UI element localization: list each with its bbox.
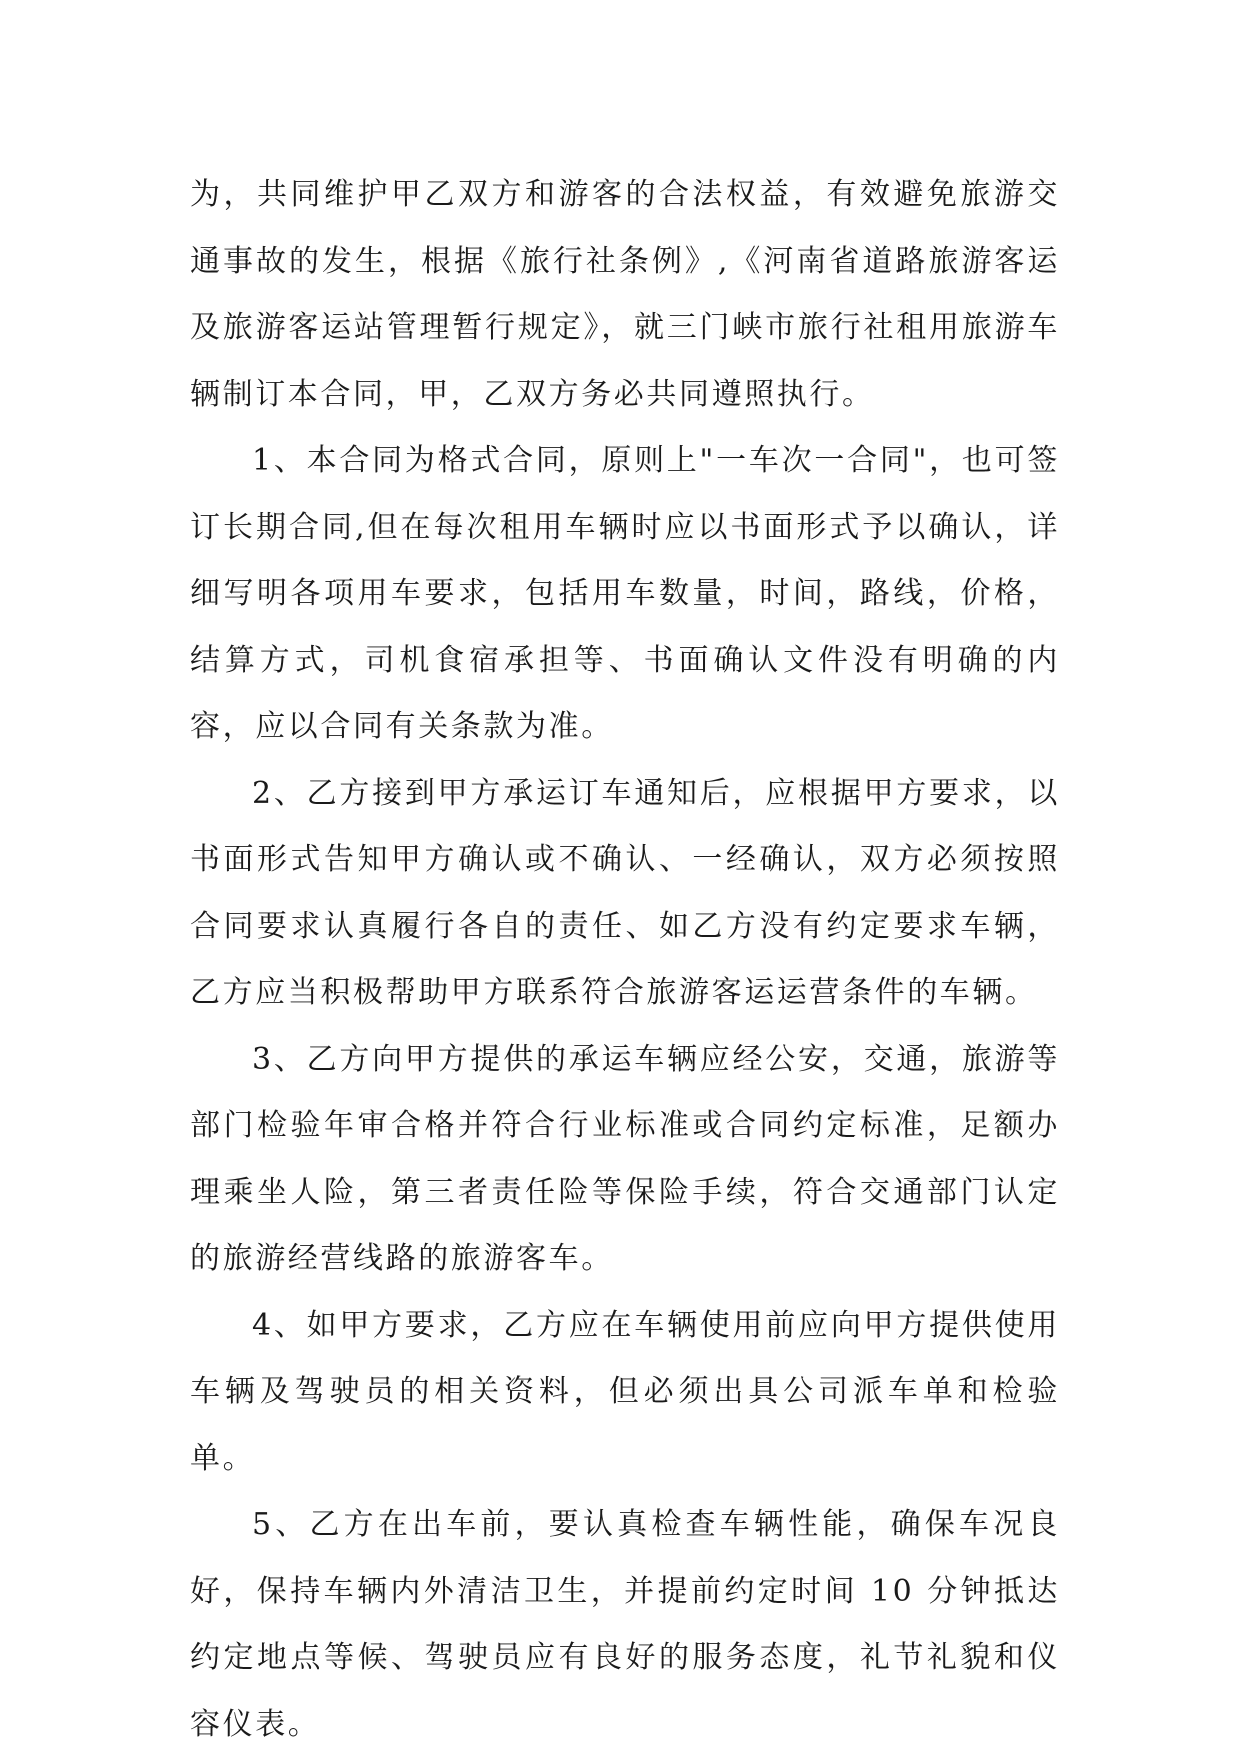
paragraph-intro-continuation: 为，共同维护甲乙双方和游客的合法权益，有效避免旅游交通事故的发生，根据《旅行社条例》,《河南省道路旅游客运及旅游客运站管理暂行规定》，就三门峡市旅行社租用旅游车辆制订本合同，甲，乙双方务必共同遵照执行。	[190, 177, 1060, 412]
paragraph-clause-3: 3、乙方向甲方提供的承运车辆应经公安，交通，旅游等部门检验年审合格并符合行业标准或合同约定标准，足额办理乘坐人险，第三者责任险等保险手续，符合交通部门认定的旅游经营线路的旅游客车。	[190, 1041, 1060, 1276]
paragraph-clause-5: 5、乙方在出车前，要认真检查车辆性能，确保车况良好，保持车辆内外清洁卫生，并提前约定时间 10 分钟抵达约定地点等候、驾驶员应有良好的服务态度，礼节礼貌和仪容仪表。	[190, 1507, 1060, 1742]
paragraph-clause-2: 2、乙方接到甲方承运订车通知后，应根据甲方要求，以书面形式告知甲方确认或不确认、一经确认，双方必须按照合同要求认真履行各自的责任、如乙方没有约定要求车辆，乙方应当积极帮助甲方联系符合旅游客运运营条件的车辆。	[190, 775, 1060, 1010]
paragraph-clause-4: 4、如甲方要求，乙方应在车辆使用前应向甲方提供使用车辆及驾驶员的相关资料，但必须出具公司派车单和检验单。	[190, 1307, 1060, 1476]
paragraph-clause-1: 1、本合同为格式合同，原则上"一车次一合同"，也可签订长期合同,但在每次租用车辆时应以书面形式予以确认，详细写明各项用车要求，包括用车数量，时间，路线，价格，结算方式，司机食宿承担等、书面确认文件没有明确的内容，应以合同有关条款为准。	[190, 443, 1060, 744]
document-body	[190, 162, 1060, 1758]
